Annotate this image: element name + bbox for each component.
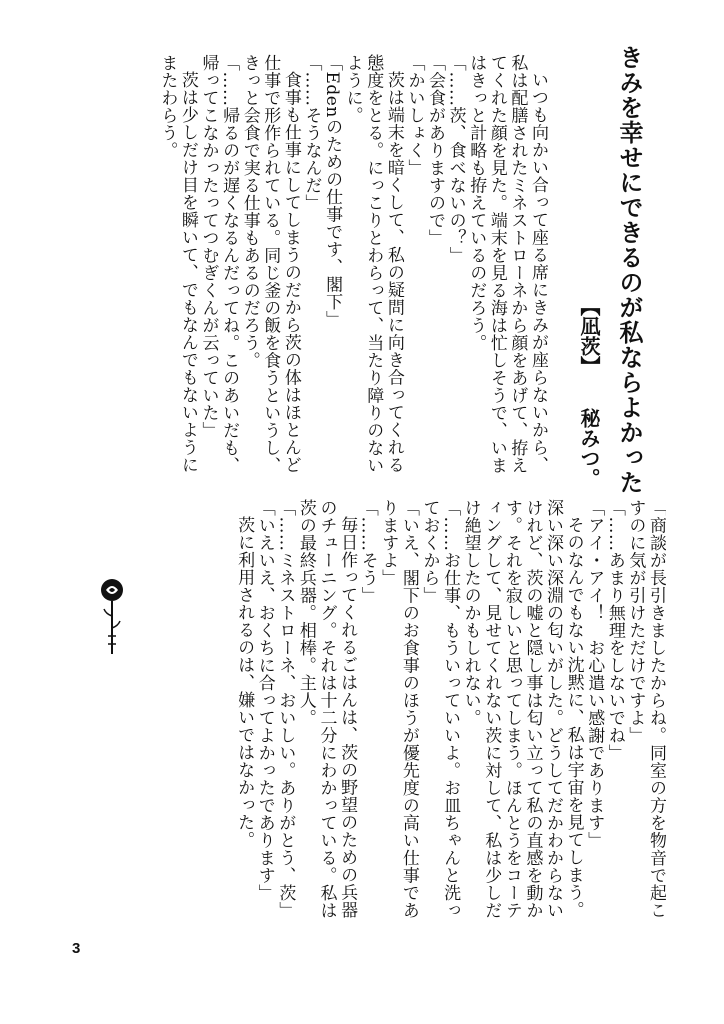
paragraph: 「かいしょく」 [404, 54, 425, 177]
upper-text-block [118, 54, 548, 484]
story-subtitle [576, 296, 602, 488]
paragraph: 茨は少しだけ目を瞬いて、でもなんでもないようにまたわらう。 [157, 54, 198, 474]
paragraph: 「……茨、食べないの？」 [445, 54, 466, 264]
paragraph: 「いえ、閣下のお食事のほうが優先度の高い仕事でありますよ」 [378, 499, 419, 919]
story-title: きみを幸せにできるのが私ならよかった [615, 45, 644, 495]
pairing-tag: 【凪茨】 [577, 296, 601, 376]
paragraph: いつも向かい合って座る席にきみが座らないから、私は配膳されたミネストローネから顔をあげて、拵えてくれた顔を見た。端末を見る海は忙しそうで、いまはきっと計略も拵えているのだろう。 [466, 54, 548, 474]
paragraph: 「……お仕事、もういっていいよ。お皿ちゃんと洗っておくから」 [419, 499, 461, 919]
paragraph: 茨は端末を暗くして、私の疑問に向き合ってくれる態度をとる。にっこりとわらって、当たり障りのないように。 [342, 54, 404, 474]
paragraph: そのなんでもない沈黙に、私は宇宙を見てしまう。深い深い深淵の匂いがした。どうしてだかわからないけれど、茨の嘘と隠し事は匂い立って私の直感を動かす。それを寂しいと思ってしまう。ほんとうをコーティングして、見せてくれない茨に対して、私は少しだけ絶望したのかもしれない。 [460, 499, 584, 919]
lower-text-block [118, 499, 666, 929]
rose-emblem-icon [97, 576, 127, 666]
paragraph: 「会食がありますので」 [425, 54, 446, 247]
subtitle-text: 秘みつ。 [577, 408, 601, 488]
paragraph: 「……帰るのが遅くなるんだってね。このあいだも、帰ってこなかったってつむぎくんが云っていた」 [198, 54, 240, 474]
paragraph: 食事も仕事にしてしまうのだから茨の体はほとんど仕事で形作られている。同じ釜の飯を食うというし、きっと会食で実る仕事もあるのだろう。 [239, 54, 301, 474]
paragraph: 「……ミネストローネ、おいしい。ありがとう、茨」 [275, 499, 296, 919]
paragraph: 「Edenのための仕事です、閣下」 [322, 54, 343, 328]
paragraph: 「いえいえ、おくちに合ってよかったであります」 [254, 499, 275, 902]
paragraph: 毎日作ってくれるごはんは、茨の野望のための兵器のチューニング。それは十二分にわかっている。私は茨の最終兵器。相棒。主人。 [295, 499, 358, 919]
paragraph: 「アイ・アイ！ お心遣い感謝であります」 [584, 499, 605, 849]
paragraph: 「……そうなんだ」 [301, 54, 322, 212]
page-number: 3 [72, 940, 81, 957]
paragraph: 茨に利用されるのは、嫌いではなかった。 [234, 516, 255, 849]
paragraph: 「……あまり無理をしないでね」 [604, 499, 625, 762]
paragraph: 「……そう」 [357, 499, 378, 604]
paragraph: 「商談が長引きましたからね。同室の方を物音で起こすのに気が引けただけですよ」 [625, 499, 666, 919]
